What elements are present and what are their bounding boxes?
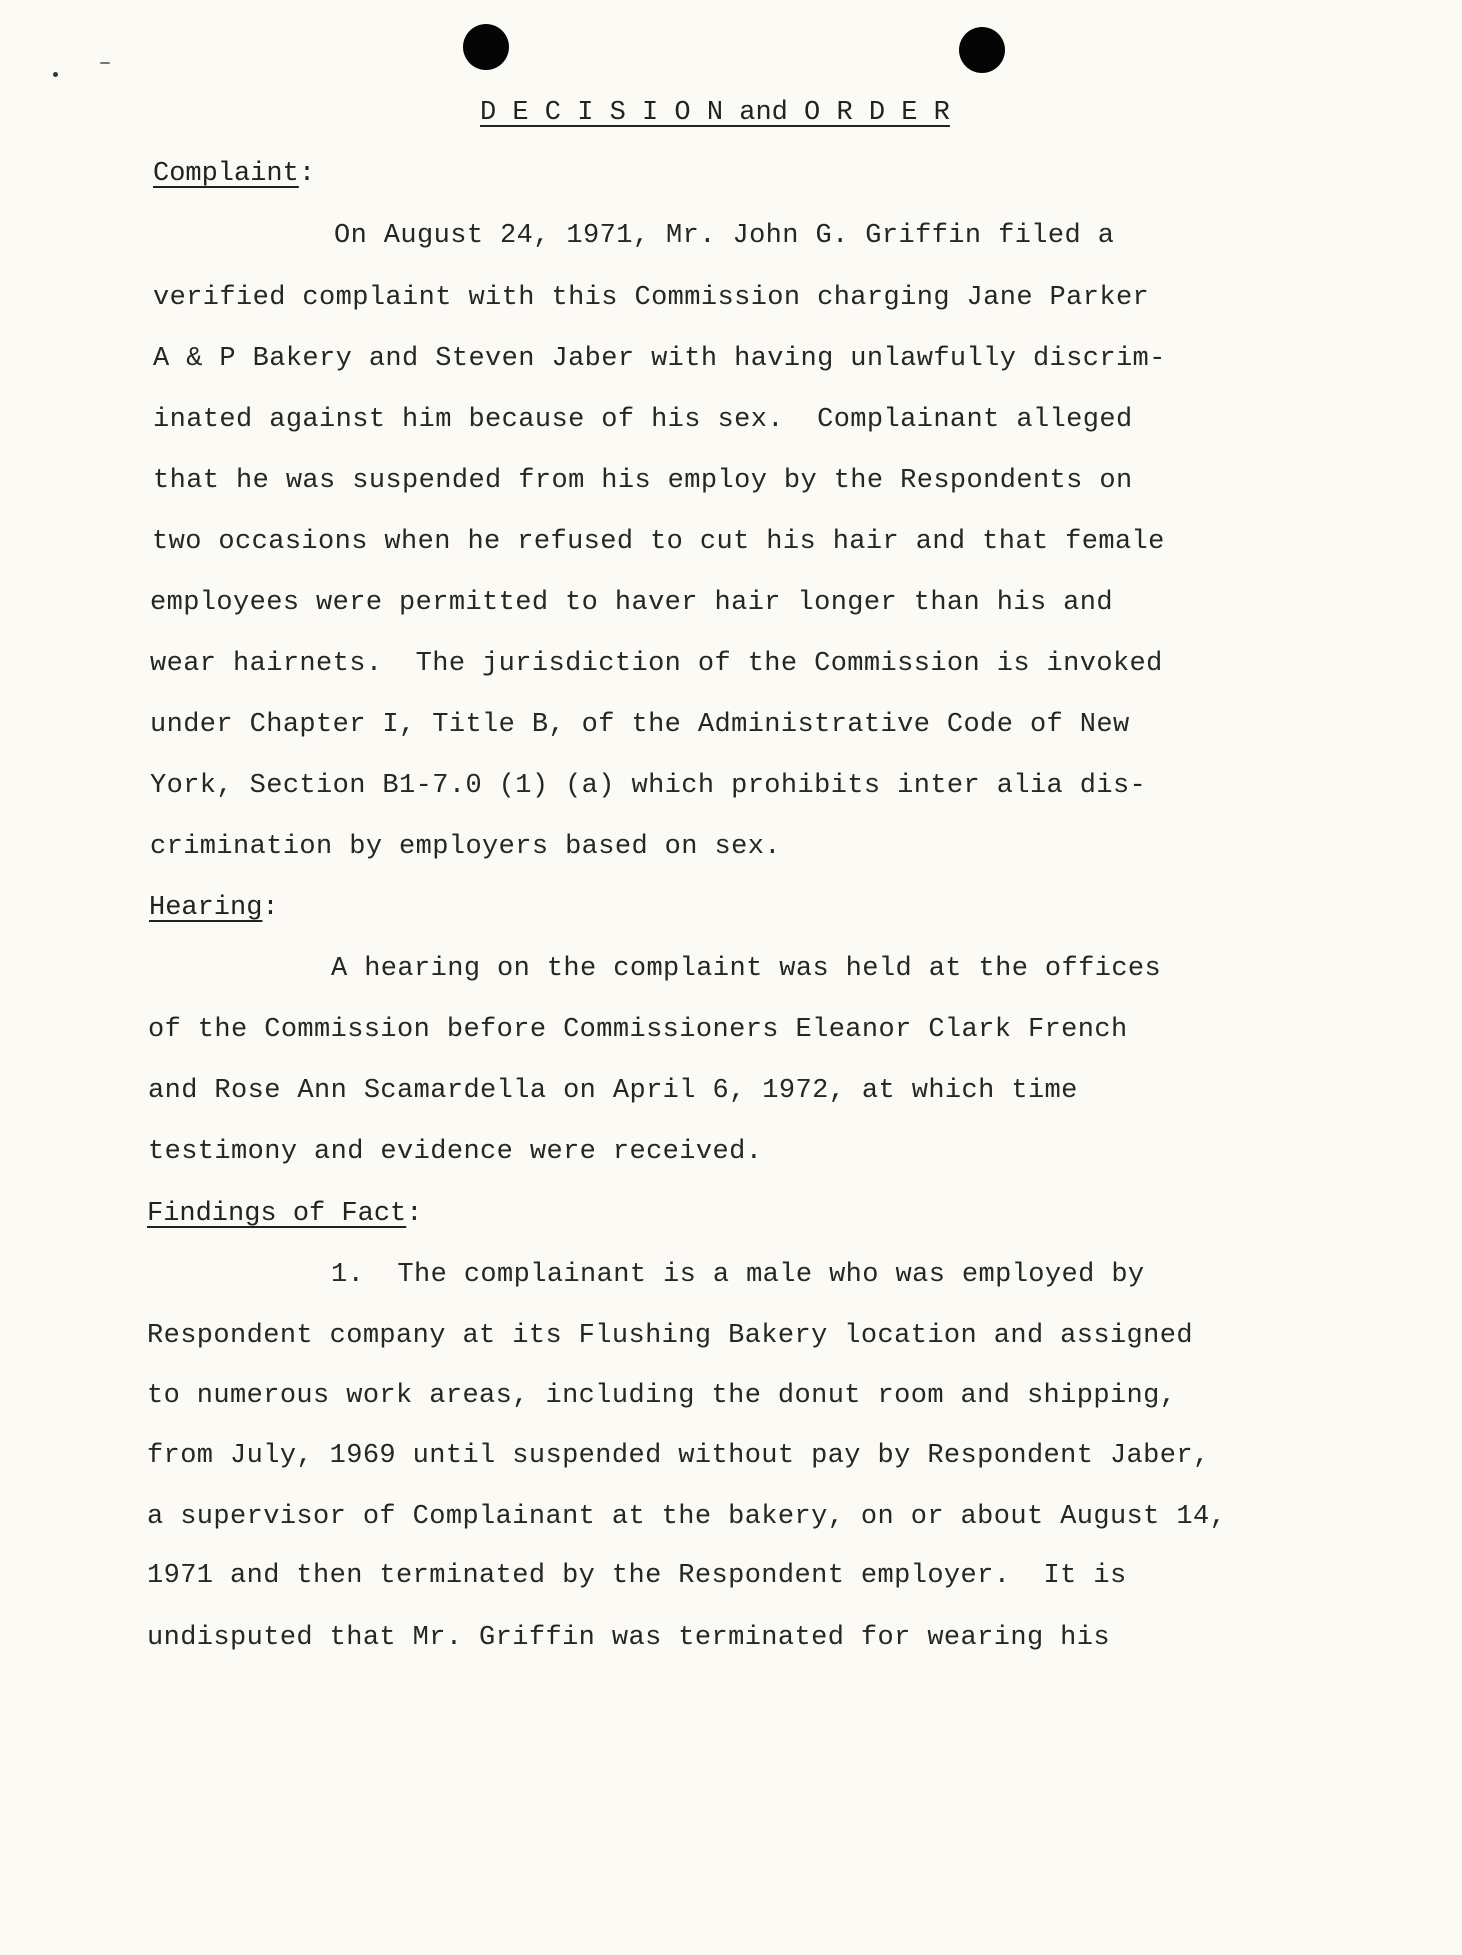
findings-line: 1971 and then terminated by the Respondent employer. It is xyxy=(147,1561,1127,1591)
complaint-line: under Chapter I, Title B, of the Administrative Code of New xyxy=(150,710,1130,740)
findings-line: a supervisor of Complainant at the bakery, on or about August 14, xyxy=(147,1502,1227,1532)
complaint-line: York, Section B1-7.0 (1) (a) which prohibits inter alia dis- xyxy=(150,771,1147,801)
findings-heading: Findings of Fact: xyxy=(147,1199,423,1229)
document-title-text: D E C I S I O N and O R D E R xyxy=(480,98,950,128)
complaint-heading: Complaint: xyxy=(153,159,316,189)
hearing-line: testimony and evidence were received. xyxy=(148,1137,763,1167)
findings-line: undisputed that Mr. Griffin was terminated for wearing his xyxy=(147,1623,1110,1653)
hearing-heading: Hearing: xyxy=(149,893,279,923)
speck-mark xyxy=(53,72,58,77)
findings-line: to numerous work areas, including the donut room and shipping, xyxy=(147,1381,1177,1411)
hearing-line: A hearing on the complaint was held at the offices xyxy=(331,954,1162,984)
complaint-line: On August 24, 1971, Mr. John G. Griffin filed a xyxy=(334,221,1115,251)
findings-line: Respondent company at its Flushing Bakery location and assigned xyxy=(147,1321,1193,1351)
punch-hole-left xyxy=(463,24,509,70)
punch-hole-right xyxy=(959,27,1005,73)
hearing-heading-text: Hearing xyxy=(149,893,263,923)
findings-heading-text: Findings of Fact xyxy=(147,1199,407,1229)
complaint-line: crimination by employers based on sex. xyxy=(150,832,781,862)
document-title xyxy=(480,96,1010,130)
complaint-line: wear hairnets. The jurisdiction of the Commission is invoked xyxy=(150,649,1163,679)
findings-line: from July, 1969 until suspended without pay by Respondent Jaber, xyxy=(147,1441,1210,1471)
complaint-line: A & P Bakery and Steven Jaber with having unlawfully discrim- xyxy=(153,344,1166,374)
findings-line: 1. The complainant is a male who was employed by xyxy=(331,1260,1145,1290)
complaint-line: employees were permitted to haver hair longer than his and xyxy=(150,588,1113,618)
speck-mark-dash xyxy=(100,62,110,64)
complaint-line: that he was suspended from his employ by the Respondents on xyxy=(153,466,1133,496)
complaint-line: two occasions when he refused to cut his hair and that female xyxy=(152,527,1165,557)
hearing-line: of the Commission before Commissioners Eleanor Clark French xyxy=(148,1015,1128,1045)
complaint-line: inated against him because of his sex. Complainant alleged xyxy=(153,405,1133,435)
complaint-line: verified complaint with this Commission charging Jane Parker xyxy=(153,283,1150,313)
complaint-heading-text: Complaint xyxy=(153,159,299,189)
hearing-line: and Rose Ann Scamardella on April 6, 1972, at which time xyxy=(148,1076,1078,1106)
